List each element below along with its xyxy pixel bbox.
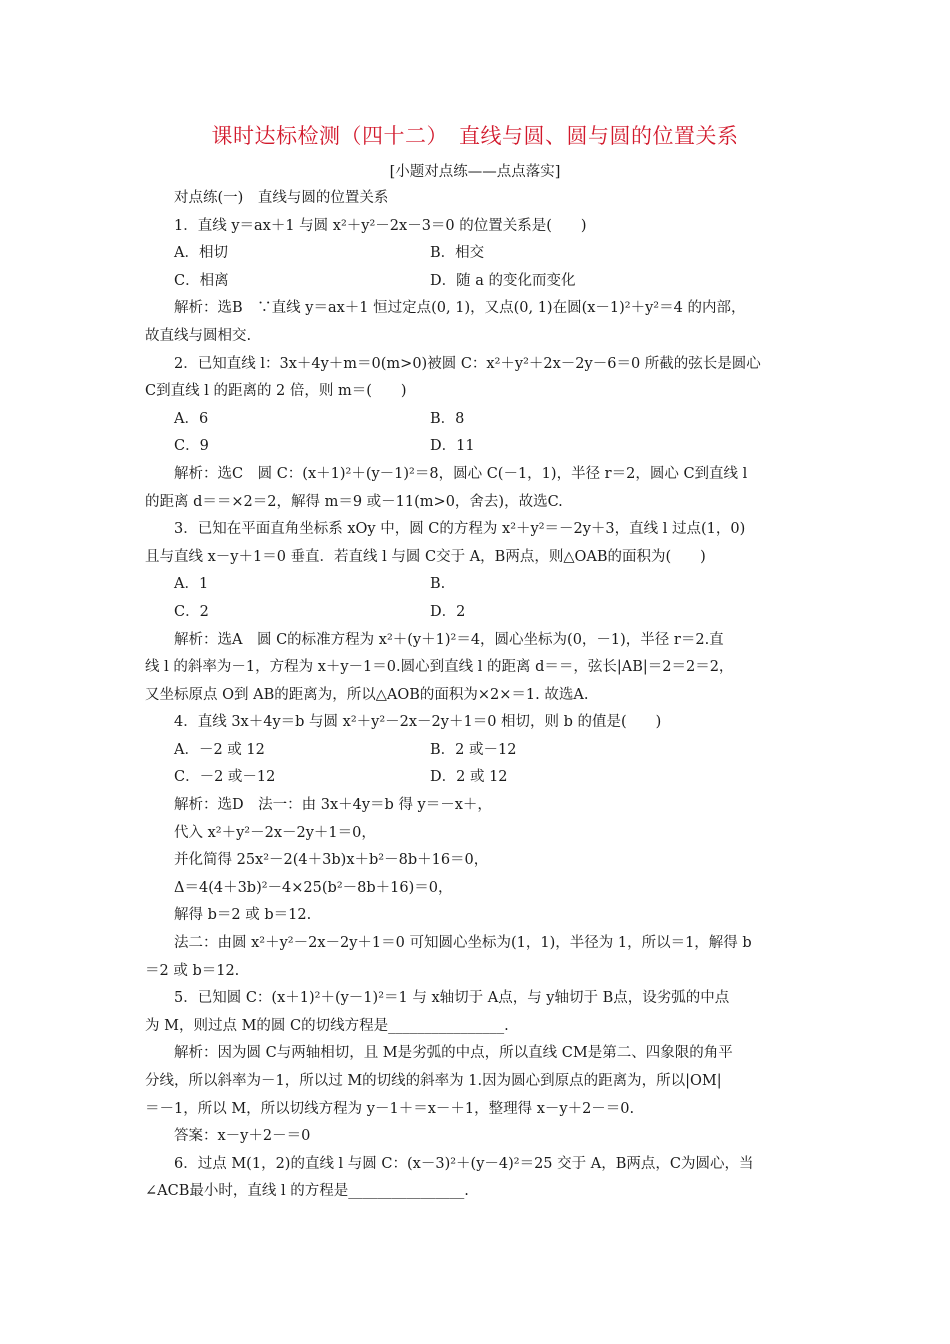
- question-3: 3．已知在平面直角坐标系 xOy 中，圆 C的方程为 x²＋y²＝－2y＋3，直线 l 过点(1，0): [174, 521, 746, 538]
- option-a: A．6: [174, 410, 209, 427]
- answer-line: 答案：x－y＋2－＝0: [174, 1128, 311, 1145]
- solution-line: 法二：由圆 x²＋y²－2x－2y＋1＝0 可知圆心坐标为(1，1)，半径为 1，所以＝1，解得 b: [174, 935, 752, 952]
- option-a: A．相切: [174, 245, 228, 262]
- option-a: A．－2 或 12: [174, 741, 265, 758]
- option-d: D．11: [430, 438, 475, 455]
- option-b: B.: [430, 576, 446, 593]
- option-c: C．2: [174, 603, 209, 620]
- section-heading: 对点练(一) 直线与圆的位置关系: [174, 190, 389, 206]
- option-b: B．相交: [430, 245, 485, 262]
- question-6: 6．过点 M(1，2)的直线 l 与圆 C：(x－3)²＋(y－4)²＝25 交于 A，B两点，C为圆心，当: [174, 1155, 754, 1172]
- options-row: [145, 571, 810, 599]
- question-4: 4．直线 3x＋4y＝b 与圆 x²＋y²－2x－2y＋1＝0 相切，则 b 的值是( ): [174, 714, 662, 731]
- option-d: D．随 a 的变化而变化: [430, 272, 576, 289]
- solution-line: 解析：因为圆 C与两轴相切，且 M是劣弧的中点，所以直线 CM是第二、四象限的角平: [174, 1045, 733, 1062]
- question-line: 为 M，则过点 M的圆 C的切线方程是________________.: [145, 1017, 509, 1034]
- option-b: B．8: [430, 410, 465, 427]
- solution-line: 又坐标原点 O到 AB的距离为，所以△AOB的面积为×2×＝1. 故选A.: [145, 686, 589, 703]
- options-row: [145, 737, 810, 765]
- option-c: C．9: [174, 438, 209, 455]
- options-row: [145, 764, 810, 792]
- options-row: [145, 599, 810, 627]
- options-row: [145, 433, 810, 461]
- question-line: C到直线 l 的距离的 2 倍，则 m＝( ): [145, 383, 407, 400]
- solution-line: Δ＝4(4＋3b)²－4×25(b²－8b＋16)＝0，: [174, 879, 453, 896]
- question-1: 1．直线 y＝ax＋1 与圆 x²＋y²－2x－3＝0 的位置关系是( ): [174, 217, 587, 234]
- document-body: [145, 185, 810, 1206]
- option-c: C．相离: [174, 272, 229, 289]
- page-title: 课时达标检测（四十二） 直线与圆、圆与圆的位置关系: [211, 124, 739, 148]
- options-row: [145, 406, 810, 434]
- solution-line: 解析：选A 圆 C的标准方程为 x²＋(y＋1)²＝4，圆心坐标为(0，－1)，半径 r＝2.直: [174, 631, 724, 648]
- question-line: ∠ACB最小时，直线 l 的方程是________________.: [145, 1183, 469, 1200]
- question-line: 且与直线 x－y＋1＝0 垂直．若直线 l 与圆 C交于 A，B两点，则△OAB的面积为( ): [145, 548, 706, 565]
- question-2: 2．已知直线 l：3x＋4y＋m＝0(m>0)被圆 C：x²＋y²＋2x－2y－6＝0 所截的弦长是圆心: [174, 355, 761, 372]
- solution-line: 代入 x²＋y²－2x－2y＋1＝0，: [174, 824, 376, 841]
- solution-line: ＝2 或 b＝12.: [145, 962, 240, 979]
- option-d: D．2: [430, 603, 466, 620]
- question-5: 5．已知圆 C：(x＋1)²＋(y－1)²＝1 与 x轴切于 A点，与 y轴切于 B点，设劣弧的中点: [174, 990, 730, 1007]
- option-d: D．2 或 12: [430, 769, 508, 786]
- solution-line: 解析：选B ∵直线 y＝ax＋1 恒过定点(0, 1)，又点(0, 1)在圆(x－1)²＋y²＝4 的内部，: [174, 300, 746, 317]
- solution-line: 并化简得 25x²－2(4＋3b)x＋b²－8b＋16＝0，: [174, 852, 489, 869]
- options-row: [145, 240, 810, 268]
- solution-line: 线 l 的斜率为－1，方程为 x＋y－1＝0.圆心到直线 l 的距离 d＝＝，弦长|AB|＝2＝2＝2，: [145, 659, 734, 676]
- solution-line: 解析：选D 法一：由 3x＋4y＝b 得 y＝－x＋，: [174, 797, 492, 814]
- option-c: C．－2 或－12: [174, 769, 276, 786]
- solution-line: 解得 b＝2 或 b＝12.: [174, 907, 312, 924]
- option-a: A．1: [174, 576, 209, 593]
- solution-line: 的距离 d＝＝×2＝2，解得 m＝9 或－11(m>0，舍去)，故选C.: [145, 493, 563, 510]
- solution-line: ＝－1，所以 M，所以切线方程为 y－1＋＝x－＋1，整理得 x－y＋2－＝0.: [145, 1100, 635, 1117]
- solution-line: 故直线与圆相交.: [145, 327, 252, 344]
- page-subtitle: [小题对点练——点点落实]: [389, 164, 561, 180]
- options-row: [145, 268, 810, 296]
- option-b: B．2 或－12: [430, 741, 517, 758]
- solution-line: 分线，所以斜率为－1，所以过 M的切线的斜率为 1.因为圆心到原点的距离为，所以|OM|: [145, 1073, 722, 1089]
- solution-line: 解析：选C 圆 C：(x＋1)²＋(y－1)²＝8，圆心 C(－1，1)，半径 r＝2，圆心 C到直线 l: [174, 465, 748, 482]
